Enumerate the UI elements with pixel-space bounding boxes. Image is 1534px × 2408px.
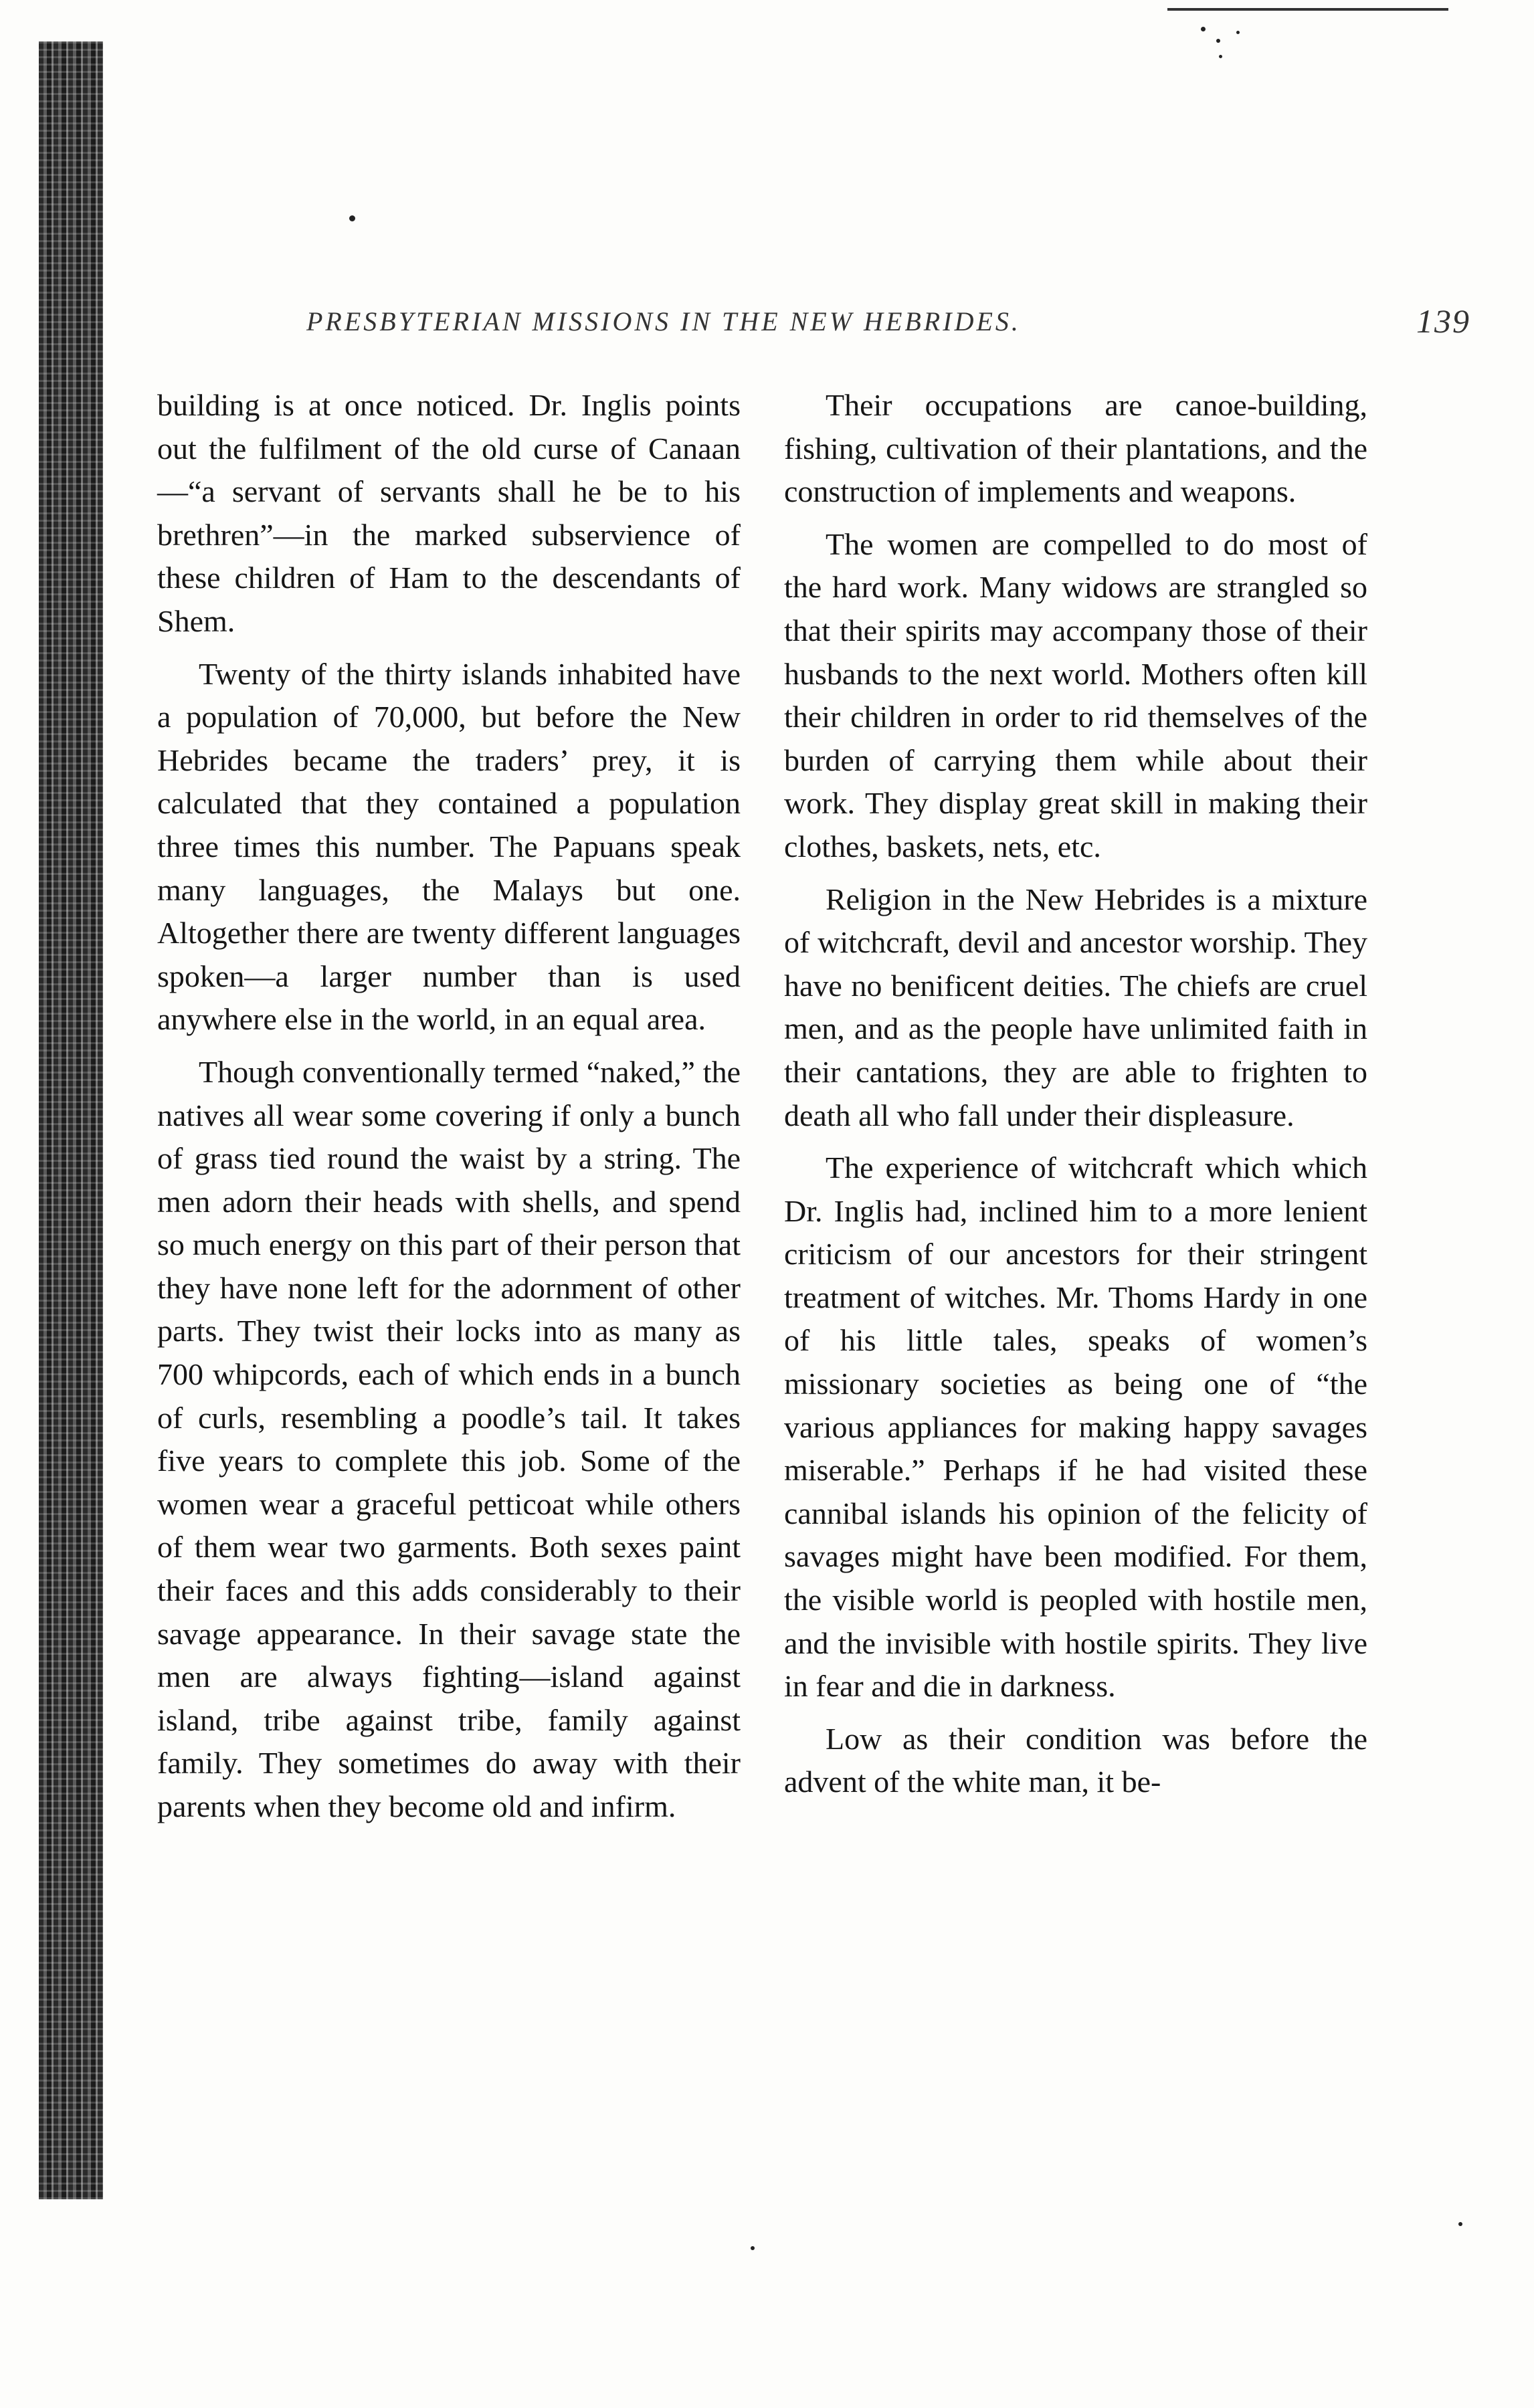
paragraph: Their occupations are canoe-building, fishing, cultivation of their plantations, and the construction of implements and weapons. [784, 388, 1367, 509]
page-number: 139 [1416, 302, 1470, 340]
scan-speck [1201, 27, 1206, 31]
paragraph: Low as their condition was before the advent of the white man, it be- [784, 1721, 1367, 1799]
paragraph: Religion in the New Hebrides is a mixture of witchcraft, devil and ancestor worship. They have no benificent deities. The chiefs are cruel men, and as the people have unlimited faith in their cantations, they are able to frighten to death all who fall under their displeasure. [784, 882, 1367, 1132]
paragraph: The experience of witchcraft which which Dr. Inglis had, inclined him to a more lenient criticism of our ancestors for their stringent treatment of witches. Mr. Thoms Hardy in one of his little tales, speaks of women’s missionary societies as being one of “the various appliances for making happy savages miserable.” Perhaps if he had visited these cannibal islands his opinion of the felicity of savages might have been modified. For them, the visible world is peopled with hostile men, and the invisible with hostile spirits. They live in fear and die in darkness. [784, 1150, 1367, 1704]
scan-speck [349, 215, 355, 221]
running-header [306, 294, 1470, 348]
binding-edge-scan-artifact [39, 41, 103, 2199]
paragraph: Though conventionally termed “naked,” the natives all wear some covering if only a bunch of grass tied round the waist by a string. The men adorn their heads with shells, and spend so much energy on this part of their person that they have none left for the adornment of other parts. They twist their locks into as many as 700 whipcords, each of which ends in a bunch of curls, resembling a poodle’s tail. It takes five years to complete this job. Some of the women wear a graceful petticoat while others of them wear two garments. Both sexes paint their faces and this adds considerably to their savage appearance. In their savage state the men are always fighting—island against island, tribe against tribe, family against family. They sometimes do away with their parents when they become old and infirm. [157, 1054, 741, 1823]
scan-speck [1219, 55, 1222, 58]
scan-speck [1236, 31, 1240, 34]
paragraph: Twenty of the thirty islands inhabited have a population of 70,000, but before the New Hebrides became the traders’ prey, it is calculated that they contained a population three times this number. The Papuans speak many languages, the Malays but one. Altogether there are twenty different languages spoken—a larger number than is used anywhere else in the world, in an equal area. [157, 656, 741, 1037]
left-column [157, 384, 741, 1829]
right-column [784, 384, 1367, 1804]
paragraph: The women are compelled to do most of the hard work. Many widows are strangled so that their spirits may accompany those of their husbands to the next world. Mothers often kill their children in order to rid themselves of the burden of carrying them while about their work. They display great skill in making their clothes, baskets, nets, etc. [784, 526, 1367, 864]
scan-speck [1216, 39, 1220, 43]
scan-speck [1458, 2222, 1462, 2226]
scan-speck [751, 2246, 755, 2250]
running-title: PRESBYTERIAN MISSIONS IN THE NEW HEBRIDES. [306, 306, 1021, 336]
paragraph: building is at once noticed. Dr. Inglis points out the fulfilment of the old curse of Canaan—“a servant of servants shall he be to his brethren”—in the marked subservience of these children of Ham to the descendants of Shem. [157, 388, 741, 638]
top-edge-rule [1167, 8, 1448, 11]
